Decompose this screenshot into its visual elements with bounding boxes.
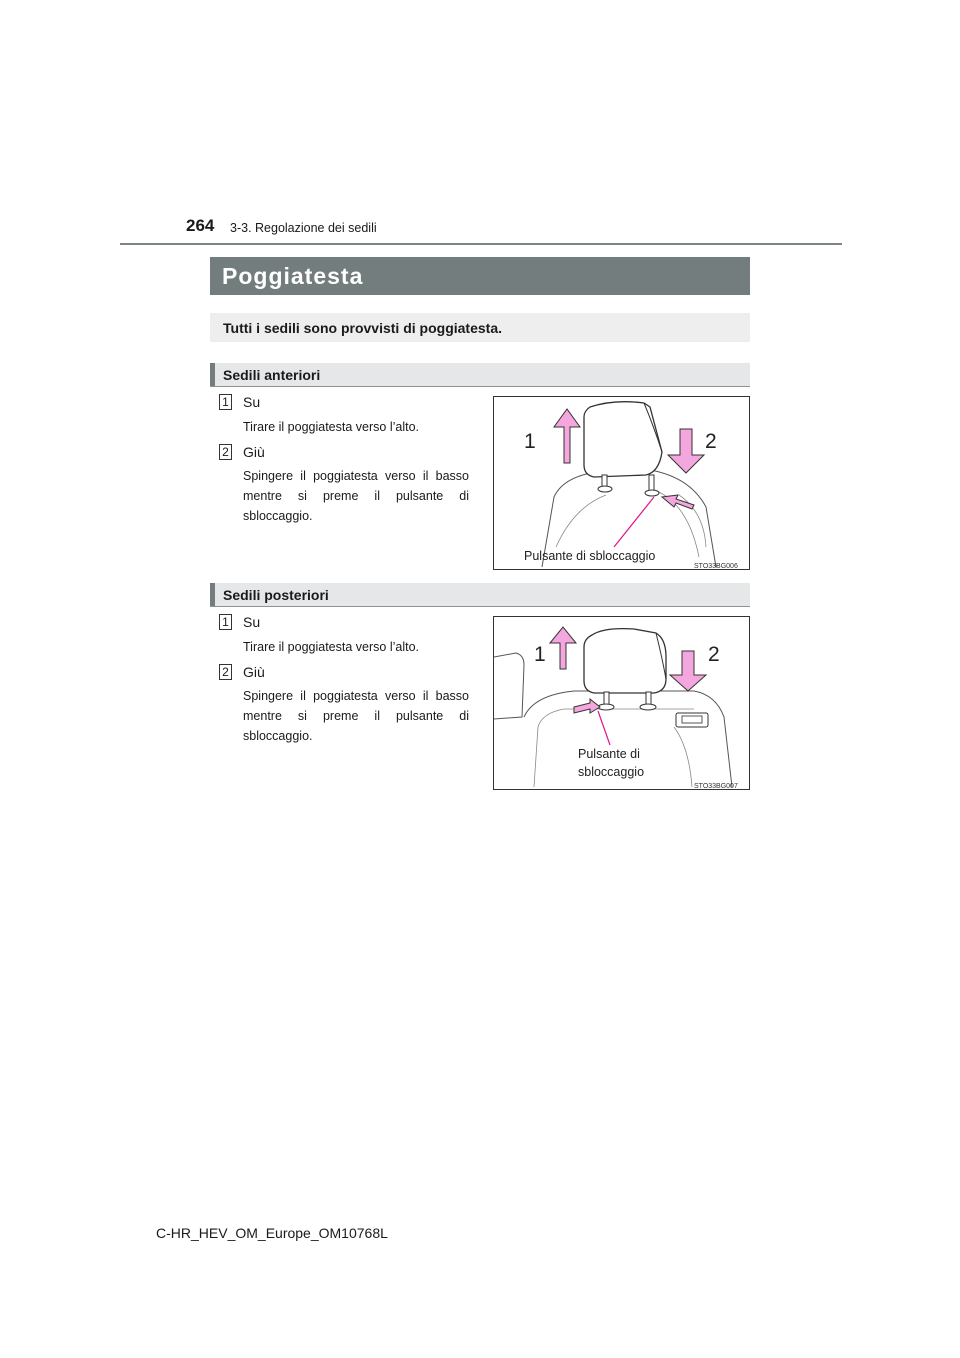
page-title: Poggiatesta [222, 262, 364, 289]
intro-text: Tutti i sedili sono provvisti di poggiatesta. [223, 319, 502, 336]
rear-seats-heading: Sedili posteriori [223, 586, 329, 603]
rear-headrest-figure [493, 616, 750, 790]
front-release-button-label: Pulsante di sbloccaggio [524, 549, 656, 563]
front-headrest-figure [493, 396, 750, 570]
front-seats-heading: Sedili anteriori [223, 366, 321, 383]
page-number: 264 [186, 216, 215, 235]
rear-release-button-label-line1: Pulsante di [578, 747, 640, 761]
rear-step-2-desc: Spingere il poggiatesta verso il basso mentre si preme il pulsante di sbloccaggio. [243, 689, 469, 743]
section-reference: 3-3. Regolazione dei sedili [230, 221, 377, 235]
rear-seats-heading-bar [210, 583, 750, 607]
front-callout-1: 1 [524, 430, 536, 453]
rear-step-1-label: Su [243, 614, 261, 630]
rear-step-1-desc: Tirare il poggiatesta verso l’alto. [243, 640, 420, 654]
front-seats-heading-bar [210, 363, 750, 387]
rear-step-2-number: 2 [219, 664, 232, 680]
page-title-bar [210, 257, 750, 295]
front-callout-2: 2 [705, 430, 717, 453]
front-step-2-label: Giù [243, 444, 265, 460]
document-code: C-HR_HEV_OM_Europe_OM10768L [156, 1225, 388, 1241]
intro-bar [210, 313, 750, 342]
front-headrest-illustration [494, 397, 749, 569]
front-figure-code: STO33BG006 [694, 563, 738, 569]
front-step-2-desc: Spingere il poggiatesta verso il basso mentre si preme il pulsante di sbloccaggio. [243, 469, 469, 523]
rear-step-2-label: Giù [243, 664, 265, 680]
header-divider [120, 243, 842, 245]
front-step-1-desc: Tirare il poggiatesta verso l’alto. [243, 420, 420, 434]
front-step-1-number: 1 [219, 394, 232, 410]
rear-release-button-label-line2: sbloccaggio [578, 765, 645, 779]
front-step-2-number: 2 [219, 444, 232, 460]
rear-callout-2: 2 [708, 643, 720, 666]
front-step-1-label: Su [243, 394, 261, 410]
rear-headrest-illustration [494, 617, 749, 789]
rear-callout-1: 1 [534, 643, 546, 666]
rear-step-1-number: 1 [219, 614, 232, 630]
rear-figure-code: STO33BG007 [694, 783, 738, 789]
